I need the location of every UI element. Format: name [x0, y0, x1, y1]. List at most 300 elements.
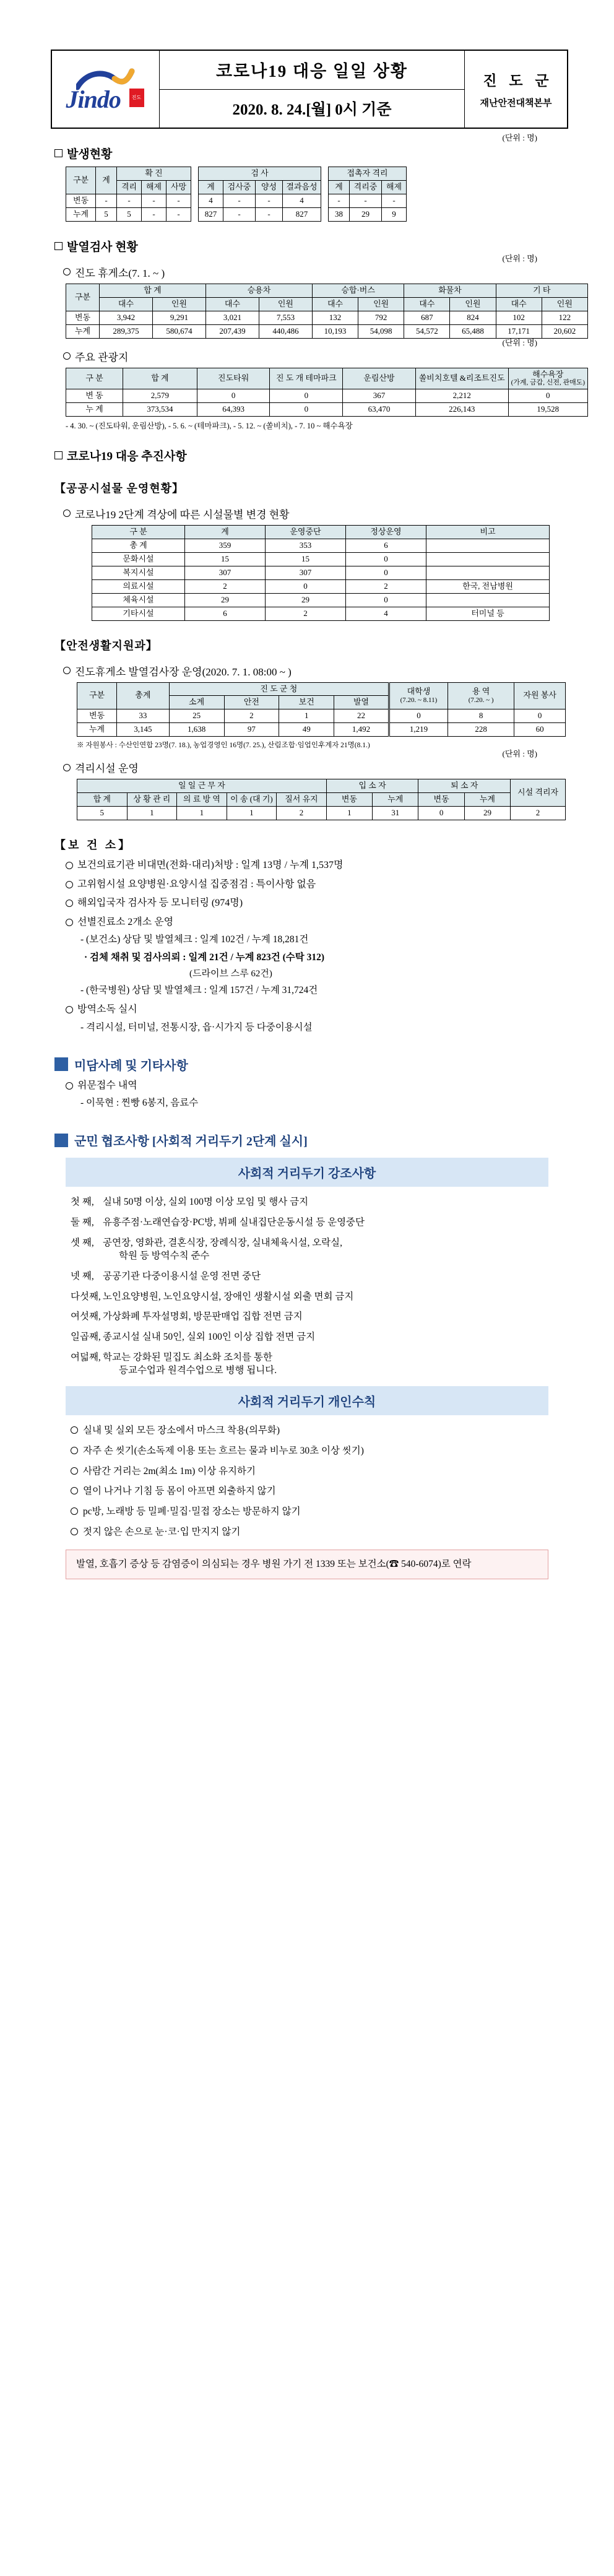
circle-bullet-icon — [63, 764, 71, 771]
table-row — [92, 539, 550, 552]
list-item — [66, 896, 576, 910]
circle-bullet-icon — [63, 510, 71, 517]
reststop-operation-table — [77, 682, 566, 737]
rule-text: 실내 50명 이상, 실외 100명 이상 모임 및 행사 금지 — [103, 1197, 309, 1208]
circle-bullet-icon — [71, 1528, 78, 1535]
table-row — [92, 566, 550, 579]
th-jindo-tower: 진도타워 — [197, 368, 270, 389]
square-bullet-icon — [54, 149, 63, 157]
cell: 0 — [508, 389, 587, 403]
section-fever-heading — [54, 238, 576, 254]
cell: 15 — [266, 552, 346, 566]
rule-text: 가상화폐 투자설명회, 방문판매업 집합 전면 금지 — [103, 1311, 303, 1322]
cell: 터미널 등 — [426, 607, 550, 620]
th-group-bus: 승합·버스 — [312, 284, 404, 297]
sub-item-hospital-consult: - (한국병원) 상담 및 발열체크 : 일계 157건 / 누계 31,724건 — [80, 985, 318, 996]
th-situation-mgmt: 상 황 관 리 — [127, 793, 177, 807]
cell: 3,942 — [100, 311, 153, 324]
cell: 6 — [346, 539, 426, 552]
th-beach-main: 해수욕장 — [532, 369, 564, 379]
th-group-total: 합 계 — [100, 284, 206, 297]
cell: 0 — [346, 566, 426, 579]
circle-bullet-icon — [66, 900, 73, 907]
cell: 29 — [266, 593, 346, 607]
th-service-sub: (7.20. ~ ) — [468, 696, 494, 705]
cell: 19,528 — [508, 403, 587, 417]
cell: 827 — [199, 207, 223, 221]
th-testing-group: 검 사 — [199, 167, 321, 181]
rule-number: 다섯째, — [71, 1291, 101, 1302]
table-row — [329, 194, 407, 207]
item-text: 사람간 거리는 2m(최소 1m) 이상 유지하기 — [83, 1465, 256, 1477]
emergency-contact-box: 발열, 호흡기 증상 등 감염증이 의심되는 경우 병원 가기 전 1339 또는 보건소(☎ 540-6074)로 연락 — [66, 1550, 548, 1579]
cell: 29 — [464, 807, 510, 820]
rule-text: 공공기관 다중이용시설 운영 전면 중단 — [103, 1271, 261, 1281]
cell — [426, 593, 550, 607]
th-in-group: 입 소 자 — [326, 779, 418, 793]
fever-title: 발열검사 현황 — [67, 240, 138, 254]
cell: 5 — [117, 207, 142, 221]
th-county-group: 진 도 군 청 — [169, 682, 389, 696]
list-item — [71, 1236, 576, 1263]
row-label: 기타시설 — [92, 607, 185, 620]
th-in-change: 변동 — [326, 793, 372, 807]
th-theme-park: 진 도 개 테마파크 — [270, 368, 343, 389]
cell: 373,534 — [123, 403, 197, 417]
circle-bullet-icon — [71, 1447, 78, 1454]
circle-bullet-icon — [71, 1467, 78, 1475]
square-bullet-icon — [54, 451, 63, 459]
rule-number: 첫 째, — [71, 1197, 94, 1208]
section-response-heading — [54, 447, 576, 464]
subsection-quarantine — [63, 760, 576, 775]
safety-dept-bracket: 【안전생활지원과】 — [54, 639, 158, 652]
cell: 0 — [346, 552, 426, 566]
cell: 54,098 — [358, 324, 404, 338]
sub-item-disinfection: - 격리시설, 터미널, 전통시장, 읍·시가지 등 다중이용시설 — [80, 1021, 313, 1033]
th-count: 대수 — [496, 297, 542, 311]
th-transport: 이 송 (대 기) — [227, 793, 277, 807]
th-death: 사망 — [166, 180, 191, 194]
subsection-reststop-operation — [63, 663, 576, 679]
cell: 307 — [185, 566, 266, 579]
cell: 9,291 — [152, 311, 205, 324]
th-normal: 정상운영 — [346, 525, 426, 539]
cell — [426, 552, 550, 566]
rule-text: 공연장, 영화관, 결혼식장, 장례식장, 실내체육시설, 오락실, — [103, 1237, 343, 1248]
blue-square-icon — [54, 1057, 68, 1071]
table-row — [66, 311, 588, 324]
th-people: 인원 — [152, 297, 205, 311]
list-item — [71, 1351, 576, 1377]
list-item — [71, 1330, 576, 1344]
cell: - — [166, 194, 191, 207]
table-row — [92, 552, 550, 566]
th-count: 대수 — [205, 297, 259, 311]
misc-list — [66, 1079, 576, 1111]
cell: 0 — [514, 709, 566, 723]
th-gubun: 구분 — [66, 284, 100, 311]
cell: 1 — [177, 807, 227, 820]
item-text: 고위험시설 요양병원·요양시설 집중점검 : 특이사항 없음 — [77, 878, 316, 890]
th-service — [448, 682, 514, 709]
reststop-operation-title: 진도휴게소 발열검사장 운영(2020. 7. 1. 08:00 ~ ) — [75, 666, 292, 678]
cell: 687 — [404, 311, 450, 324]
rule-number: 넷 째, — [71, 1271, 94, 1281]
row-label: 변동 — [66, 194, 96, 207]
row-label: 체육시설 — [92, 593, 185, 607]
cell: - — [142, 194, 166, 207]
cell: - — [329, 194, 350, 207]
th-contact-isolating: 격리중 — [350, 180, 382, 194]
rule-number: 여섯째, — [71, 1311, 101, 1322]
th-medical-quarantine: 의 료 방 역 — [177, 793, 227, 807]
th-fever: 발열 — [334, 696, 389, 709]
table-row — [66, 403, 588, 417]
row-label: 문화시설 — [92, 552, 185, 566]
rule-text: 유흥주점·노래연습장·PC방, 뷔페 실내집단운동시설 등 운영중단 — [103, 1216, 365, 1228]
cell: 207,439 — [205, 324, 259, 338]
cell: 49 — [279, 723, 334, 737]
table-row — [92, 593, 550, 607]
tourism-title: 주요 관광지 — [75, 351, 129, 363]
cell: 6 — [185, 607, 266, 620]
subsection-tourism — [63, 349, 576, 364]
cell: 2,579 — [123, 389, 197, 403]
th-subtotal: 소계 — [169, 696, 224, 709]
list-item — [66, 859, 576, 872]
item-text: 열이 나거나 기침 등 몸이 아프면 외출하지 않기 — [83, 1486, 276, 1497]
cell: 17,171 — [496, 324, 542, 338]
row-label: 변 동 — [66, 389, 123, 403]
cell: 122 — [542, 311, 587, 324]
occurrence-title: 발생현황 — [67, 148, 113, 161]
row-label: 의료시설 — [92, 579, 185, 593]
cell — [426, 539, 550, 552]
cell: 5 — [77, 807, 128, 820]
th-count: 대수 — [404, 297, 450, 311]
table-row — [199, 207, 321, 221]
th-total: 계 — [96, 167, 117, 194]
cell: 132 — [312, 311, 358, 324]
table-row — [66, 389, 588, 403]
cell: 792 — [358, 311, 404, 324]
item-text: 해외입국자 검사자 등 모니터링 (974명) — [77, 898, 243, 909]
report-date: 2020. 8. 24.[월] 0시 기준 — [232, 102, 392, 119]
table-row — [199, 194, 321, 207]
cell: 29 — [185, 593, 266, 607]
facility-table — [92, 525, 550, 621]
table-row — [92, 607, 550, 620]
rule-text-wrap — [103, 1236, 576, 1263]
logo-wordmark: Jindo — [66, 85, 121, 113]
row-label: 누계 — [77, 723, 117, 737]
cell: 1,219 — [389, 723, 448, 737]
cell: - — [256, 207, 283, 221]
cell: 1,492 — [334, 723, 389, 737]
row-label: 누 계 — [66, 403, 123, 417]
cell: 2 — [346, 579, 426, 593]
cell: 3,021 — [205, 311, 259, 324]
circle-bullet-icon — [63, 667, 71, 674]
list-item — [71, 1505, 576, 1519]
cell: 64,393 — [197, 403, 270, 417]
item-text: 보건의료기관 비대면(전화·대리)처방 : 일계 13명 / 누계 1,537명 — [77, 860, 344, 871]
item-text: 실내 및 실외 모든 장소에서 마스크 착용(의무화) — [83, 1425, 280, 1436]
cell: 228 — [448, 723, 514, 737]
th-facility-isolated: 시설 격리자 — [511, 779, 566, 807]
cell: 65,488 — [450, 324, 496, 338]
th-gubun: 구 분 — [66, 368, 123, 389]
cell: 226,143 — [415, 403, 508, 417]
th-group-car: 승용차 — [205, 284, 312, 297]
item-text: 젓지 않은 손으로 눈·코·입 만지지 않기 — [83, 1526, 241, 1537]
dept-name: 재난안전대책본부 — [480, 98, 552, 108]
th-test-total: 계 — [199, 180, 223, 194]
table-row — [77, 709, 566, 723]
th-gubun: 구 분 — [92, 525, 185, 539]
cell: 5 — [96, 207, 117, 221]
th-contact-released: 해제 — [382, 180, 407, 194]
response-title: 코로나19 대응 추진사항 — [67, 449, 187, 463]
cell: 38 — [329, 207, 350, 221]
list-item — [71, 1444, 576, 1458]
th-suspended: 운영중단 — [266, 525, 346, 539]
th-beach — [508, 368, 587, 389]
table-row — [77, 723, 566, 737]
cell: - — [350, 194, 382, 207]
list-item — [71, 1216, 576, 1229]
misc-section-heading — [54, 1056, 576, 1073]
th-count: 대수 — [312, 297, 358, 311]
cell: - — [223, 194, 256, 207]
cell: - — [256, 194, 283, 207]
row-label: 누계 — [66, 324, 100, 338]
cell: 2 — [266, 607, 346, 620]
rule-text-wrap — [103, 1351, 576, 1377]
distancing-title: 군민 협조사항 [사회적 거리두기 2단계 실시] — [74, 1135, 308, 1149]
cell: 2 — [185, 579, 266, 593]
cell: 1,638 — [169, 723, 224, 737]
rule-text: 노인요양병원, 노인요양시설, 장애인 생활시설 외출 면회 금지 — [103, 1291, 354, 1302]
rule-number: 셋 째, — [71, 1237, 94, 1248]
list-item — [66, 1003, 576, 1017]
reststop-title: 진도 휴게소(7. 1. ~ ) — [75, 267, 165, 279]
cell: 3,145 — [117, 723, 170, 737]
cell: 824 — [450, 311, 496, 324]
fever-reststop-table — [66, 284, 588, 339]
cell: 97 — [224, 723, 279, 737]
cell: 2,212 — [415, 389, 508, 403]
quarantine-title: 격리시설 운영 — [75, 763, 139, 775]
item-text: 방역소독 실시 — [77, 1004, 137, 1015]
th-group-truck: 화물차 — [404, 284, 496, 297]
item-text: 위문접수 내역 — [77, 1080, 137, 1091]
cell: 440,486 — [259, 324, 312, 338]
distancing-band-emphasis: 사회적 거리두기 강조사항 — [66, 1158, 548, 1187]
cell: 1 — [326, 807, 372, 820]
distancing-section-heading — [54, 1131, 576, 1149]
cell: 4 — [283, 194, 321, 207]
subsection-reststop — [63, 264, 576, 280]
th-remarks: 비고 — [426, 525, 550, 539]
list-item — [71, 1485, 576, 1498]
tourism-table — [66, 368, 588, 417]
distancing-rules-list — [71, 1195, 576, 1377]
row-label: 변동 — [66, 311, 100, 324]
list-item — [71, 1270, 576, 1283]
list-item — [71, 1310, 576, 1324]
occurrence-table-contacts — [328, 167, 407, 222]
tourism-note: - 4. 30. ~ (진도타워, 운림산방), - 5. 6. ~ (테마파크), - 5. 12. ~ (쏠비치), - 7. 10 ~ 해수욕장 — [66, 421, 353, 430]
th-grand-total: 총계 — [117, 682, 170, 709]
table-row — [66, 194, 191, 207]
th-volunteer: 자원 봉사 — [514, 682, 566, 709]
th-beach-sub: (가계, 금갑, 신전, 관매도) — [511, 379, 586, 387]
cell: 63,470 — [343, 403, 416, 417]
page-title: 코로나19 대응 일일 상황 — [160, 51, 464, 90]
th-people: 인원 — [542, 297, 587, 311]
circle-bullet-icon — [66, 1082, 73, 1090]
cell: 367 — [343, 389, 416, 403]
th-people: 인원 — [358, 297, 404, 311]
circle-bullet-icon — [66, 919, 73, 926]
cell: 2 — [511, 807, 566, 820]
cell: 한국, 전남병원 — [426, 579, 550, 593]
tourism-unit: (단위 : 명) — [502, 337, 537, 347]
quarantine-table — [77, 779, 566, 820]
cell: 25 — [169, 709, 224, 723]
th-order-maintenance: 질서 유지 — [277, 793, 327, 807]
table-row — [66, 207, 191, 221]
th-student-sub: (7.20. ~ 8.11) — [400, 696, 438, 705]
rule-text-cont: 등교수업과 원격수업으로 병행 됩니다. — [119, 1365, 277, 1376]
row-label: 변동 — [77, 709, 117, 723]
public-facilities-bracket: 【공공시설물 운영현황】 — [54, 482, 184, 495]
cell: 0 — [270, 403, 343, 417]
logo-badge: 진도 — [129, 89, 144, 107]
cell: - — [96, 194, 117, 207]
th-released: 해제 — [142, 180, 166, 194]
cell: 10,193 — [312, 324, 358, 338]
th-total: 계 — [185, 525, 266, 539]
square-bullet-icon — [54, 242, 63, 250]
sub-item-drive-thru: (드라이브 스루 62건) — [189, 969, 272, 979]
cell: 2 — [277, 807, 327, 820]
cell: 827 — [283, 207, 321, 221]
table-row — [92, 579, 550, 593]
cell: 353 — [266, 539, 346, 552]
list-item — [71, 1424, 576, 1438]
cell: 60 — [514, 723, 566, 737]
section-occurrence-heading — [54, 145, 576, 162]
reststop-unit: (단위 : 명) — [502, 253, 537, 263]
circle-bullet-icon — [71, 1507, 78, 1515]
th-out-cumulative: 누계 — [464, 793, 510, 807]
row-label: 누계 — [66, 207, 96, 221]
th-total: 합 계 — [123, 368, 197, 389]
th-contact-total: 계 — [329, 180, 350, 194]
cell: 54,572 — [404, 324, 450, 338]
th-confirmed-group: 확 진 — [117, 167, 191, 181]
circle-bullet-icon — [63, 352, 71, 360]
th-out-change: 변동 — [418, 793, 464, 807]
th-out-group: 퇴 소 자 — [418, 779, 511, 793]
cell: 8 — [448, 709, 514, 723]
personal-rules-list — [71, 1424, 576, 1538]
th-student-main: 대학생 — [407, 687, 431, 696]
occurrence-table-testing — [198, 167, 321, 222]
cell: 0 — [266, 579, 346, 593]
th-positive: 양성 — [256, 180, 283, 194]
occurrence-unit: (단위 : 명) — [502, 133, 537, 142]
th-group-other: 기 타 — [496, 284, 587, 297]
cell: 1 — [127, 807, 177, 820]
cell: 15 — [185, 552, 266, 566]
th-service-main: 용 역 — [472, 687, 490, 696]
cell: 0 — [270, 389, 343, 403]
th-people: 인원 — [450, 297, 496, 311]
cell: - — [166, 207, 191, 221]
th-isolated: 격리 — [117, 180, 142, 194]
circle-bullet-icon — [66, 1006, 73, 1013]
health-center-bracket: 【보 건 소】 — [54, 839, 132, 852]
list-item — [71, 1465, 576, 1478]
th-student — [389, 682, 448, 709]
cell: 1 — [279, 709, 334, 723]
cell: 1 — [227, 807, 277, 820]
cell: 0 — [389, 709, 448, 723]
cell: - — [382, 194, 407, 207]
document-header — [51, 50, 568, 129]
distancing-band-personal: 사회적 거리두기 개인수칙 — [66, 1386, 548, 1415]
cell: 580,674 — [152, 324, 205, 338]
subsection-facility-change — [63, 506, 576, 521]
item-text: pc방, 노래방 등 밀폐·밀집·밀접 장소는 방문하지 않기 — [83, 1506, 301, 1517]
sub-item-donation: - 이묵현 : 찐빵 6봉지, 음료수 — [80, 1098, 199, 1109]
list-item — [71, 1525, 576, 1539]
cell: 0 — [346, 593, 426, 607]
cell: - — [223, 207, 256, 221]
th-sol-beach: 쏠비치호텔 &리조트진도 — [415, 368, 508, 389]
sub-item-sampling: · 검체 채취 및 검사의뢰 : 일계 21건 / 누계 823건 (수탁 312) — [84, 952, 325, 963]
header-center — [160, 51, 464, 128]
cell: - — [117, 194, 142, 207]
cell: 102 — [496, 311, 542, 324]
cell: 29 — [350, 207, 382, 221]
table-row — [329, 207, 407, 221]
th-contact-group: 접촉자 격리 — [329, 167, 407, 181]
cell: 0 — [197, 389, 270, 403]
misc-title: 미담사례 및 기타사항 — [74, 1059, 188, 1073]
table-row — [77, 807, 566, 820]
rule-number: 여덟째, — [71, 1351, 101, 1363]
cell: 307 — [266, 566, 346, 579]
jindo-logo — [52, 51, 160, 128]
blue-square-icon — [54, 1134, 68, 1147]
org-name: 진 도 군 — [483, 73, 553, 89]
rule-text: 학교는 강화된 밀집도 최소화 조치를 통한 — [103, 1351, 272, 1363]
cell: 4 — [199, 194, 223, 207]
cell: 20,602 — [542, 324, 587, 338]
list-item — [66, 1079, 576, 1093]
quarantine-unit: (단위 : 명) — [502, 749, 537, 759]
volunteer-note: ※ 자원봉사 : 수산인연합 23명(7. 18.), 농업경영인 16명(7. 25.), 산림조합·임업인후계자 21명(8.1.) — [77, 742, 370, 750]
th-gubun: 구분 — [77, 682, 117, 709]
cell: 359 — [185, 539, 266, 552]
rule-number: 둘 째, — [71, 1216, 94, 1228]
row-label: 복지시설 — [92, 566, 185, 579]
